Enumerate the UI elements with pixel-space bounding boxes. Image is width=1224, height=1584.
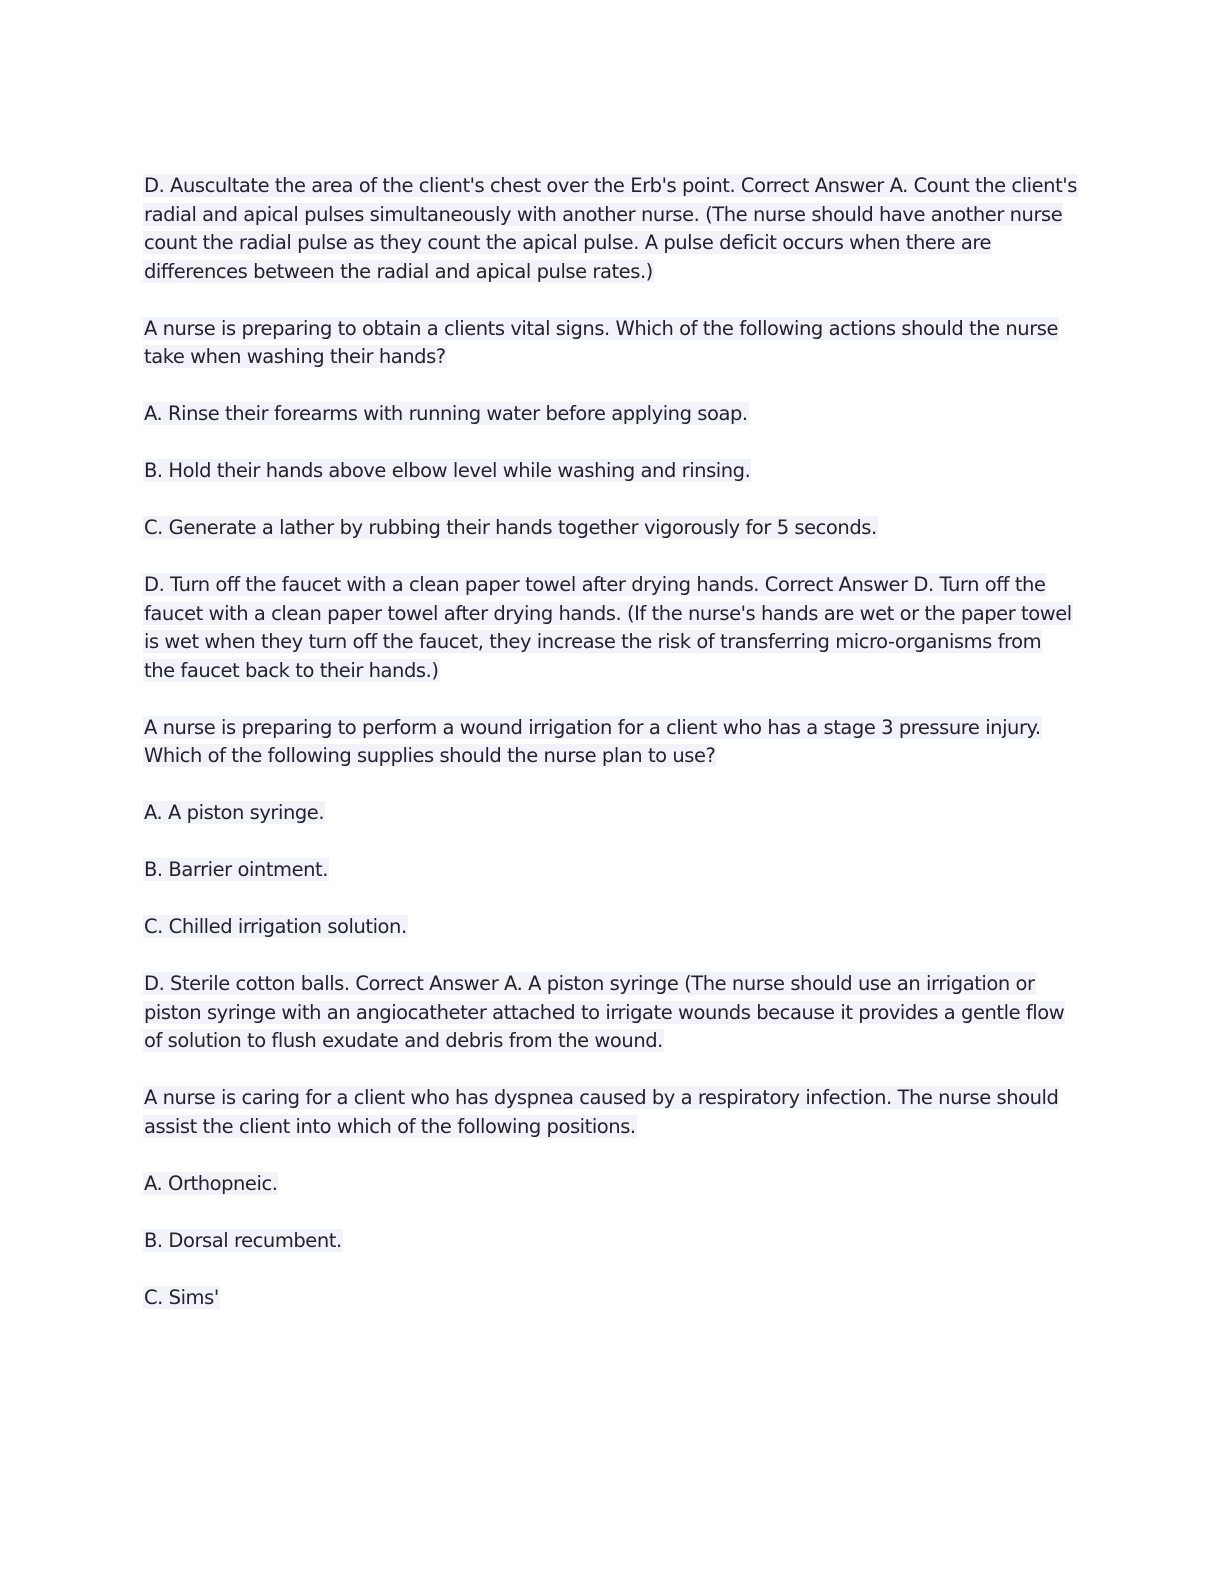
text-line-content: A nurse is preparing to perform a wound irrigation for a client who has a stage 3 pressure injury.	[144, 715, 1041, 739]
text-line-content: A nurse is caring for a client who has dyspnea caused by a respiratory infection. The nurse should	[144, 1086, 1059, 1109]
text-line	[143, 657, 1083, 686]
text-line	[143, 856, 1083, 885]
paragraph	[143, 1284, 1083, 1313]
text-line-content: D. Turn off the faucet with a clean paper towel after drying hands. Correct Answer D. Turn off the	[144, 573, 1046, 596]
paragraph	[143, 714, 1083, 771]
paragraph	[143, 315, 1083, 372]
text-line	[143, 1084, 1083, 1113]
paragraph	[143, 172, 1083, 286]
text-line-content: C. Chilled irrigation solution.	[144, 915, 407, 938]
text-line-content: A nurse is preparing to obtain a clients vital signs. Which of the following actions should the nurse	[144, 316, 1059, 340]
text-line-content: take when washing their hands?	[144, 345, 446, 368]
text-line	[143, 172, 1083, 201]
text-line-content: D. Auscultate the area of the client's chest over the Erb's point. Correct Answer A. Count the client's	[144, 174, 1077, 197]
text-line	[143, 514, 1083, 543]
text-line	[143, 1227, 1083, 1256]
text-line-content: piston syringe with an angiocatheter attached to irrigate wounds because it provides a gentle flow	[144, 1000, 1065, 1024]
text-line	[143, 714, 1083, 743]
text-line	[143, 970, 1083, 999]
text-line-content: of solution to flush exudate and debris from the wound.	[144, 1029, 663, 1052]
text-line-content: C. Sims'	[144, 1285, 219, 1309]
paragraph	[143, 571, 1083, 685]
text-line	[143, 258, 1083, 287]
paragraph	[143, 970, 1083, 1056]
paragraph	[143, 799, 1083, 828]
text-line-content: A. A piston syringe.	[144, 801, 325, 824]
text-line-content: assist the client into which of the following positions.	[144, 1114, 636, 1138]
paragraph	[143, 1227, 1083, 1256]
text-line-content: D. Sterile cotton balls. Correct Answer A. A piston syringe (The nurse should use an irrigation or	[144, 972, 1035, 995]
text-line-content: A. Orthopneic.	[144, 1171, 278, 1195]
text-line	[143, 229, 1083, 258]
text-line	[143, 343, 1083, 372]
text-line	[143, 628, 1083, 657]
text-line	[143, 742, 1083, 771]
text-line-content: the faucet back to their hands.)	[144, 658, 439, 682]
text-line-content: C. Generate a lather by rubbing their hands together vigorously for 5 seconds.	[144, 516, 877, 539]
text-line	[143, 1170, 1083, 1199]
text-line	[143, 201, 1083, 230]
paragraph	[143, 913, 1083, 942]
text-line	[143, 1113, 1083, 1142]
paragraph	[143, 514, 1083, 543]
text-line	[143, 315, 1083, 344]
text-line	[143, 571, 1083, 600]
text-line	[143, 913, 1083, 942]
text-line	[143, 999, 1083, 1028]
text-line	[143, 1027, 1083, 1056]
paragraph	[143, 1084, 1083, 1141]
text-line	[143, 457, 1083, 486]
document-page	[143, 172, 1083, 1341]
text-line-content: A. Rinse their forearms with running water before applying soap.	[144, 402, 748, 425]
text-line	[143, 1284, 1083, 1313]
paragraph	[143, 1170, 1083, 1199]
paragraph	[143, 457, 1083, 486]
text-line	[143, 600, 1083, 629]
text-line-content: is wet when they turn off the faucet, they increase the risk of transferring micro-organisms from	[144, 630, 1042, 653]
text-line-content: differences between the radial and apical pulse rates.)	[144, 259, 653, 283]
paragraph	[143, 856, 1083, 885]
text-line-content: faucet with a clean paper towel after drying hands. (If the nurse's hands are wet or the paper towel	[144, 601, 1072, 625]
text-line-content: radial and apical pulses simultaneously with another nurse. (The nurse should have another nurse	[144, 202, 1063, 226]
text-line	[143, 799, 1083, 828]
text-line-content: B. Barrier ointment.	[144, 858, 328, 881]
text-line	[143, 400, 1083, 429]
text-line-content: B. Dorsal recumbent.	[144, 1228, 342, 1252]
paragraph	[143, 400, 1083, 429]
text-line-content: count the radial pulse as they count the apical pulse. A pulse deficit occurs when there are	[144, 231, 992, 254]
text-line-content: B. Hold their hands above elbow level while washing and rinsing.	[144, 459, 751, 482]
text-line-content: Which of the following supplies should the nurse plan to use?	[144, 744, 716, 767]
